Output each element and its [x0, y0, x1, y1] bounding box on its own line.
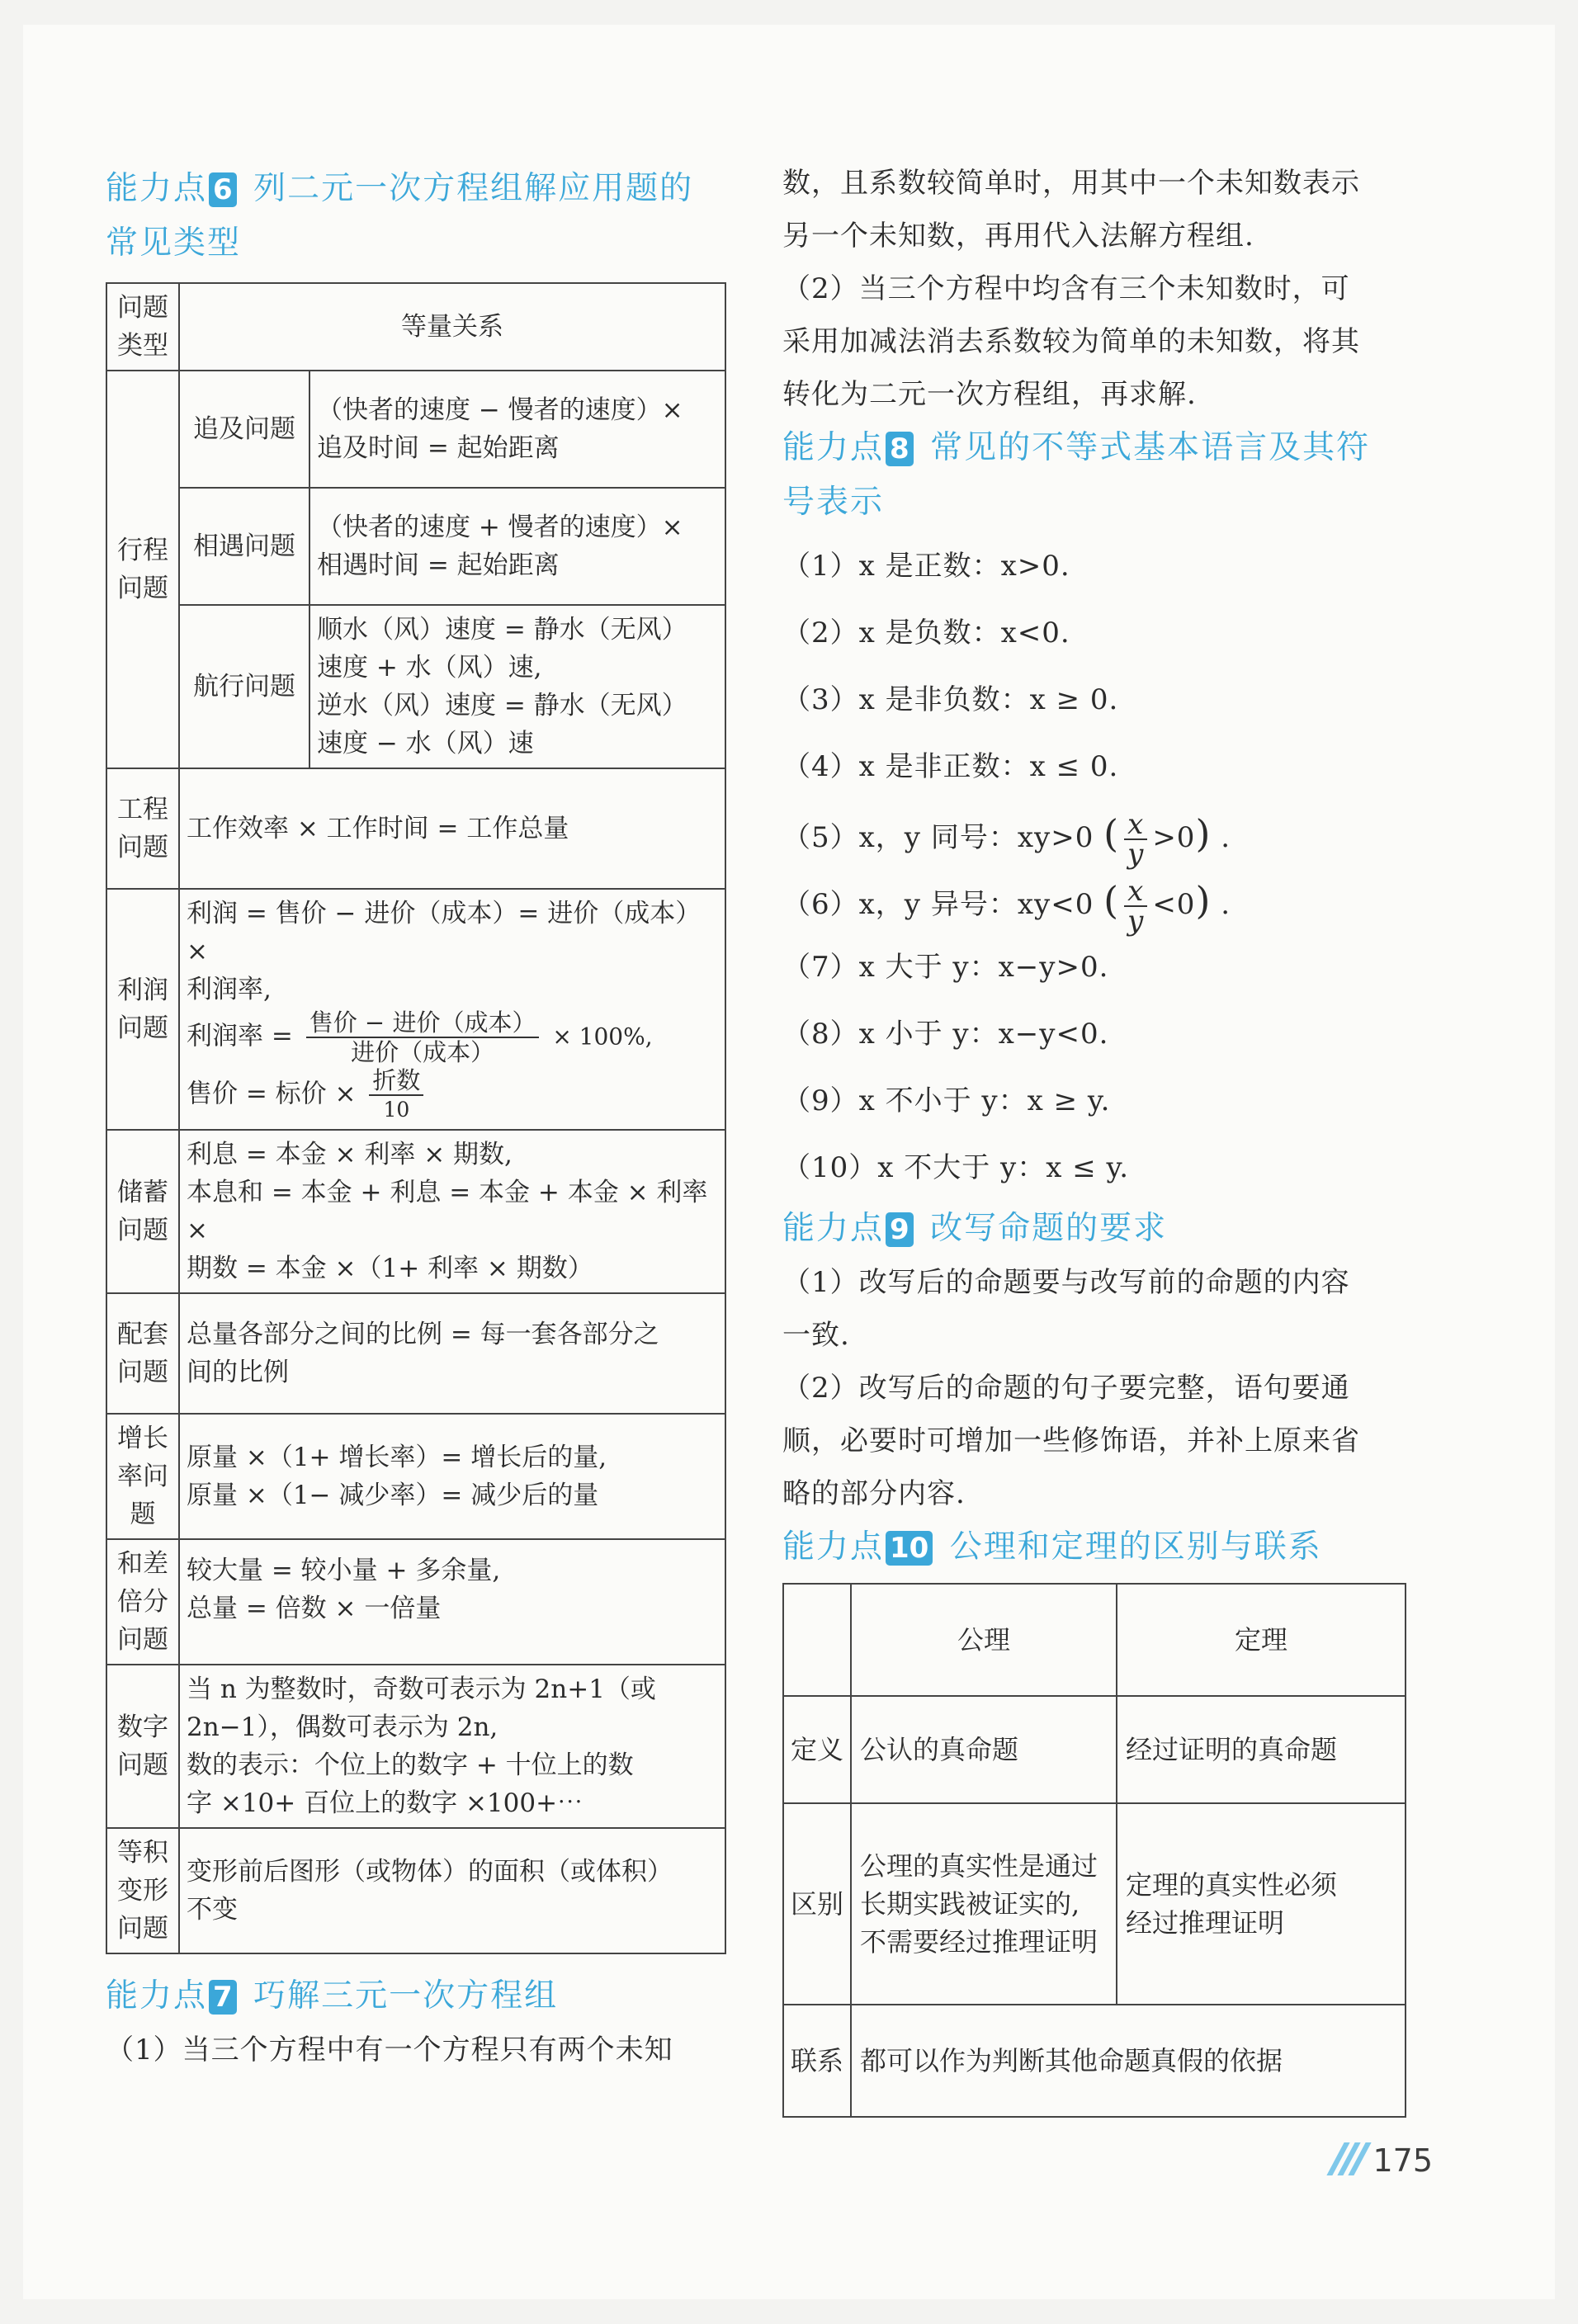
growth-relation: 原量 ×（1+ 增长率）= 增长后的量, 原量 ×（1− 减少率）= 减少后的量 — [179, 1414, 725, 1539]
list-item: （10）x 不大于 y：x ≤ y. — [782, 1151, 1130, 1184]
section-9-title: 改写命题的要求 — [930, 1210, 1168, 1247]
profit-rate-denominator: 进价（成本） — [351, 1038, 495, 1066]
right-column — [782, 157, 1406, 2118]
axiom-difference: 公理的真实性是通过 长期实践被证实的, 不需要经过推理证明 — [851, 1803, 1117, 2005]
list-item: （8）x 小于 y：x−y<0. — [782, 1018, 1109, 1051]
list-item: （1）x 是正数：x>0. — [782, 550, 1070, 583]
work-relation: 工作效率 × 工作时间 = 工作总量 — [179, 768, 725, 889]
section-6-title-line2: 常见类型 — [106, 224, 242, 262]
section-10-heading: 能力点 10 公理和定理的区别与联系 — [782, 1528, 1322, 1566]
ability-number-badge: 7 — [209, 1980, 237, 2015]
profit-category: 利润 问题 — [106, 889, 179, 1130]
list-item: （3）x 是非负数：x ≥ 0. — [782, 683, 1119, 716]
table-row — [106, 371, 725, 488]
table-row — [783, 1696, 1406, 1803]
section-9-heading: 能力点 9 改写命题的要求 — [782, 1210, 1168, 1247]
section-7-title: 巧解三元一次方程组 — [253, 1977, 559, 2015]
connection-row-label: 联系 — [783, 2005, 851, 2117]
ratio-category: 和差 倍分 问题 — [106, 1539, 179, 1665]
discount-denominator: 10 — [383, 1098, 410, 1122]
connection-text: 都可以作为判断其他命题真假的依据 — [851, 2005, 1406, 2117]
table-row — [106, 1130, 725, 1293]
profit-relation: 利润 = 售价 − 进价（成本）= 进价（成本）× 利润率, 利润率 = $\frac{\text{售价 − 进价（成本）}}{\text{进价（成本）}}$ × 100%, 售价 = 标价 × $\frac{\text{折数}}{10}$ — [179, 889, 725, 1130]
page-footer — [1335, 2142, 1433, 2183]
page-number: 175 — [1372, 2142, 1433, 2179]
header-relation: 等量关系 — [179, 283, 725, 371]
list-item: （9）x 不小于 y：x ≥ y. — [782, 1084, 1111, 1117]
section-6-heading — [106, 162, 726, 271]
savings-category: 储蓄 问题 — [106, 1130, 179, 1293]
area-category: 等积 变形 问题 — [106, 1828, 179, 1953]
profit-rate-numerator: 售价 − 进价（成本） — [306, 1008, 540, 1038]
ability-label: 能力点 — [106, 170, 208, 207]
sail-relation: 顺水（风）速度 = 静水（无风） 速度 + 水（风）速, 逆水（风）速度 = 静水（无风） 速度 − 水（风）速 — [309, 605, 725, 768]
section-7-paragraph-2: （2）当三个方程中均含有三个未知数时，可 采用加减法消去系数较为简单的未知数，将其 转化为二元一次方程组，再求解. — [782, 272, 1360, 411]
chase-relation: （快者的速度 − 慢者的速度）× 追及时间 = 起始距离 — [309, 371, 725, 488]
savings-relation: 利息 = 本金 × 利率 × 期数, 本息和 = 本金 + 利息 = 本金 + 本金 × 利率 × 期数 = 本金 ×（1+ 利率 × 期数） — [179, 1130, 725, 1293]
section-8-heading: 能力点 8 常见的不等式基本语言及其符 号表示 — [782, 429, 1371, 521]
work-category: 工程 问题 — [106, 768, 179, 889]
digit-category: 数字 问题 — [106, 1665, 179, 1828]
sail-problem-label: 航行问题 — [179, 605, 309, 768]
section-7-paragraph-1-start: （1）当三个方程中有一个方程只有两个未知 — [106, 2034, 673, 2067]
left-column — [106, 162, 726, 2076]
header-problem-type: 问题 类型 — [106, 283, 179, 371]
section-7-heading: 能力点 7 巧解三元一次方程组 — [106, 1977, 559, 2015]
section-10-title: 公理和定理的区别与联系 — [949, 1528, 1322, 1566]
header-theorem: 定理 — [1117, 1584, 1406, 1696]
theorem-difference: 定理的真实性必须 经过推理证明 — [1117, 1803, 1406, 2005]
set-relation: 总量各部分之间的比例 = 每一套各部分之 间的比例 — [179, 1293, 725, 1414]
ability-number-badge: 9 — [886, 1212, 914, 1247]
discount-numerator: 折数 — [369, 1066, 423, 1096]
travel-category: 行程 问题 — [106, 371, 179, 768]
list-item: （4）x 是非正数：x ≤ 0. — [782, 750, 1119, 783]
ability-number-badge: 10 — [886, 1531, 933, 1566]
header-empty-cell — [783, 1584, 851, 1696]
inequality-list — [782, 533, 1406, 1202]
table-row — [783, 2005, 1406, 2117]
table-header-row — [783, 1584, 1406, 1696]
set-category: 配套 问题 — [106, 1293, 179, 1414]
table-row — [106, 605, 725, 768]
definition-row-label: 定义 — [783, 1696, 851, 1803]
section-9-paragraph-2: （2）改写后的命题的句子要完整，语句要通 顺，必要时可增加一些修饰语，并补上原来省 略的部分内容. — [782, 1372, 1360, 1510]
table-header-row — [106, 283, 725, 371]
table-row — [106, 1539, 725, 1665]
theorem-definition: 经过证明的真命题 — [1117, 1696, 1406, 1803]
digit-relation: 当 n 为整数时，奇数可表示为 2n+1（或 2n−1），偶数可表示为 2n, 数的表示：个位上的数字 + 十位上的数 字 ×10+ 百位上的数字 ×100+⋯ — [179, 1665, 725, 1828]
stripes-icon — [1335, 2142, 1368, 2183]
ability-number-badge: 8 — [886, 432, 914, 466]
axiom-definition: 公认的真命题 — [851, 1696, 1117, 1803]
meet-problem-label: 相遇问题 — [179, 488, 309, 605]
table-row — [106, 1293, 725, 1414]
chase-problem-label: 追及问题 — [179, 371, 309, 488]
table-row — [106, 1414, 725, 1539]
growth-category: 增长 率问 题 — [106, 1414, 179, 1539]
list-item: （6）x，y 异号：xy<0 ( $\frac{x}{y}$ <0) . — [782, 875, 1231, 938]
list-item: （2）x 是负数：x<0. — [782, 616, 1070, 649]
section-8-title-line2: 号表示 — [782, 484, 885, 521]
table-row — [106, 768, 725, 889]
header-axiom: 公理 — [851, 1584, 1117, 1696]
list-item: （7）x 大于 y：x−y>0. — [782, 951, 1109, 984]
area-relation: 变形前后图形（或物体）的面积（或体积） 不变 — [179, 1828, 725, 1953]
table-row — [106, 1665, 725, 1828]
section-7-paragraph-1-end: 数，且系数较简单时，用其中一个未知数表示 另一个未知数，再用代入法解方程组. — [782, 167, 1360, 253]
table-row — [106, 488, 725, 605]
equation-types-table — [106, 282, 726, 1954]
section-6-title-line1: 列二元一次方程组解应用题的 — [253, 170, 694, 207]
table-row — [783, 1803, 1406, 2005]
ability-number-badge: 6 — [209, 172, 237, 207]
axiom-theorem-table — [782, 1583, 1406, 2118]
section-9-paragraph-1: （1）改写后的命题要与改写前的命题的内容 一致. — [782, 1266, 1350, 1352]
difference-row-label: 区别 — [783, 1803, 851, 2005]
table-row — [106, 889, 725, 1130]
section-8-title-line1: 常见的不等式基本语言及其符 — [930, 429, 1371, 466]
table-row — [106, 1828, 725, 1953]
meet-relation: （快者的速度 + 慢者的速度）× 相遇时间 = 起始距离 — [309, 488, 725, 605]
ratio-relation: 较大量 = 较小量 + 多余量, 总量 = 倍数 × 一倍量 — [179, 1539, 725, 1665]
list-item: （5）x，y 同号：xy>0 ( $\frac{x}{y}$ >0) . — [782, 808, 1231, 871]
